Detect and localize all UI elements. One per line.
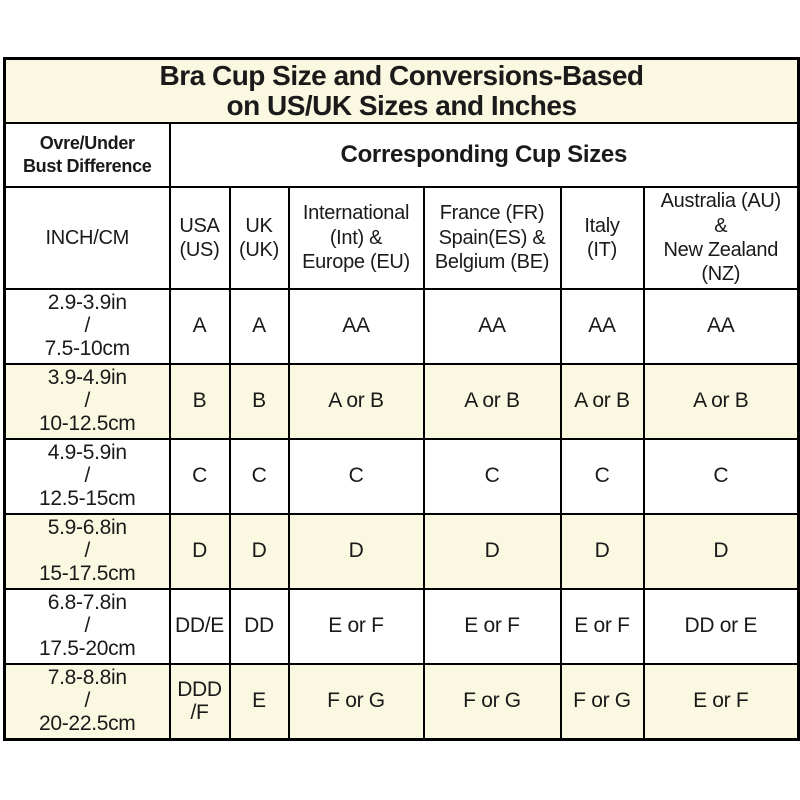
cup-size-cell-uk: B	[230, 364, 289, 439]
cup-size-cell-uk: A	[230, 289, 289, 364]
bust-difference-header: Ovre/Under Bust Difference	[5, 123, 170, 187]
cup-size-cell-italy: AA	[561, 289, 644, 364]
column-header-au-nz: Australia (AU) & New Zealand (NZ)	[644, 187, 799, 289]
cup-size-cell-au-nz: E or F	[644, 664, 799, 740]
cup-sizes-group-header: Corresponding Cup Sizes	[170, 123, 799, 187]
cup-size-cell-fr-es-be: A or B	[424, 364, 561, 439]
cup-size-cell-usa: DD/E	[170, 589, 230, 664]
cup-size-cell-au-nz: AA	[644, 289, 799, 364]
cup-size-cell-usa: A	[170, 289, 230, 364]
cup-size-cell-usa: DDD /F	[170, 664, 230, 740]
cup-size-cell-int-eu: E or F	[289, 589, 424, 664]
table-row	[5, 439, 799, 514]
cup-size-cell-uk: E	[230, 664, 289, 740]
bust-difference-range: 4.9-5.9in / 12.5-15cm	[5, 439, 170, 514]
cup-size-cell-usa: D	[170, 514, 230, 589]
bust-difference-range: 6.8-7.8in / 17.5-20cm	[5, 589, 170, 664]
cup-size-cell-au-nz: DD or E	[644, 589, 799, 664]
table-row	[5, 664, 799, 740]
cup-size-cell-usa: B	[170, 364, 230, 439]
cup-size-cell-int-eu: C	[289, 439, 424, 514]
column-header-int-eu: International (Int) & Europe (EU)	[289, 187, 424, 289]
column-header-inch-cm: INCH/CM	[5, 187, 170, 289]
cup-size-cell-italy: C	[561, 439, 644, 514]
cup-size-cell-fr-es-be: AA	[424, 289, 561, 364]
group-header-row	[5, 123, 799, 187]
cup-size-cell-int-eu: A or B	[289, 364, 424, 439]
column-header-row	[5, 187, 799, 289]
cup-size-cell-uk: DD	[230, 589, 289, 664]
table-row	[5, 289, 799, 364]
table-row	[5, 589, 799, 664]
column-header-italy: Italy (IT)	[561, 187, 644, 289]
conversion-table	[3, 57, 800, 741]
cup-size-cell-uk: D	[230, 514, 289, 589]
cup-size-cell-fr-es-be: F or G	[424, 664, 561, 740]
cup-size-cell-italy: A or B	[561, 364, 644, 439]
cup-size-cell-italy: D	[561, 514, 644, 589]
column-header-fr-es-be: France (FR) Spain(ES) & Belgium (BE)	[424, 187, 561, 289]
cup-size-cell-italy: F or G	[561, 664, 644, 740]
cup-size-cell-au-nz: C	[644, 439, 799, 514]
cup-size-cell-fr-es-be: C	[424, 439, 561, 514]
table-row	[5, 364, 799, 439]
cup-size-cell-usa: C	[170, 439, 230, 514]
cup-size-cell-fr-es-be: D	[424, 514, 561, 589]
data-rows	[5, 289, 799, 740]
bust-difference-range: 5.9-6.8in / 15-17.5cm	[5, 514, 170, 589]
bust-difference-range: 7.8-8.8in / 20-22.5cm	[5, 664, 170, 740]
cup-size-cell-italy: E or F	[561, 589, 644, 664]
cup-size-cell-int-eu: F or G	[289, 664, 424, 740]
column-header-uk: UK (UK)	[230, 187, 289, 289]
column-header-usa: USA (US)	[170, 187, 230, 289]
cup-size-cell-int-eu: AA	[289, 289, 424, 364]
bust-difference-range: 3.9-4.9in / 10-12.5cm	[5, 364, 170, 439]
table-title: Bra Cup Size and Conversions-Based on US/UK Sizes and Inches	[5, 59, 799, 124]
bust-difference-range: 2.9-3.9in / 7.5-10cm	[5, 289, 170, 364]
title-row	[5, 59, 799, 124]
cup-size-cell-au-nz: A or B	[644, 364, 799, 439]
cup-size-cell-uk: C	[230, 439, 289, 514]
table-row	[5, 514, 799, 589]
cup-size-cell-fr-es-be: E or F	[424, 589, 561, 664]
cup-size-cell-au-nz: D	[644, 514, 799, 589]
cup-size-cell-int-eu: D	[289, 514, 424, 589]
